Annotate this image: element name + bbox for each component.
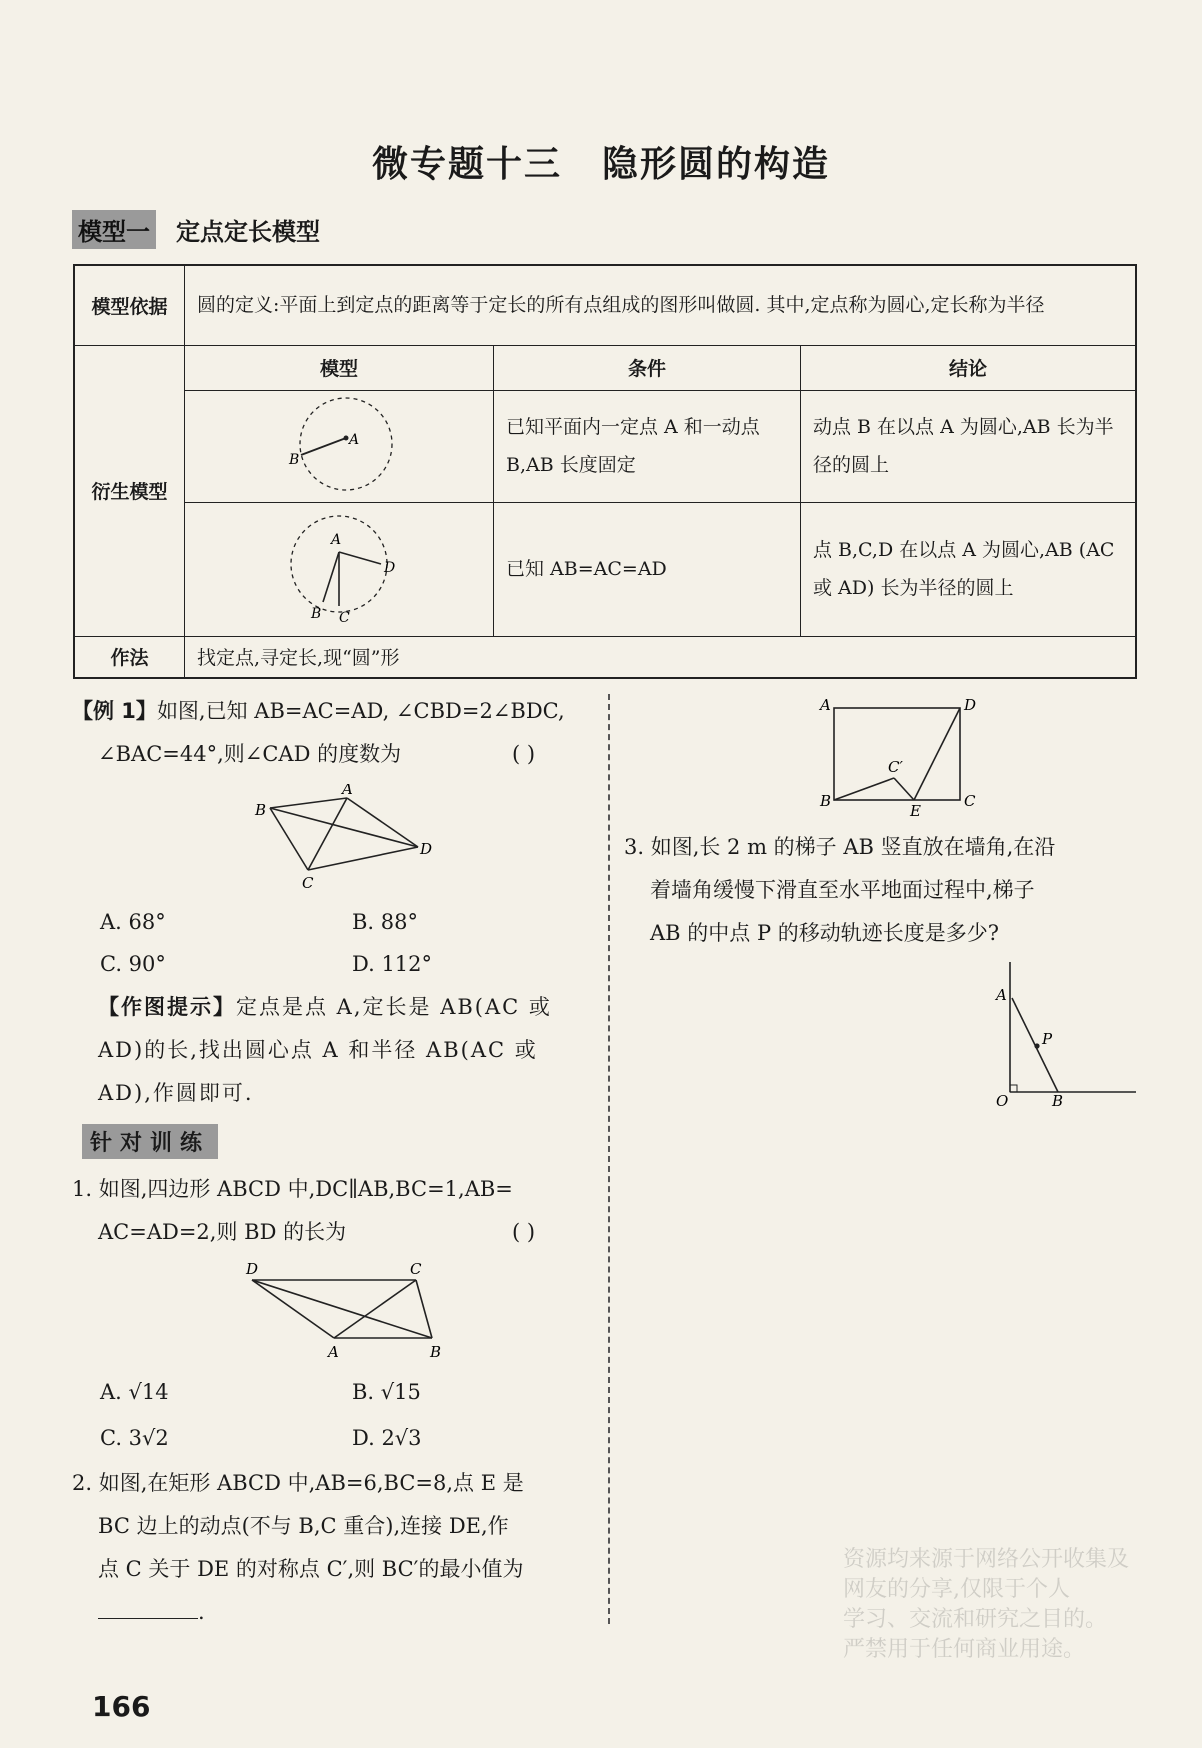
q3-figure [986,958,1146,1108]
hint-text-3: AD),作圆即可. [98,1081,254,1105]
title-part1: 微专题十三 [371,144,562,185]
q1-figure [238,1262,448,1362]
question-3 [624,826,1144,955]
q1-option-a[interactable]: A. √14 [100,1380,169,1404]
label-C: C [339,609,350,626]
example-1 [72,690,592,776]
q1-option-c[interactable]: C. 3√2 [100,1426,169,1450]
label-C: C [302,874,314,892]
col-conclusion-header: 结论 [801,345,1137,390]
watermark-line-2: 网友的分享,仅限于个人 [843,1577,1070,1602]
example1-figure [250,784,450,894]
watermark [843,1545,1202,1665]
example-line2: ∠BAC=44°,则∠CAD 的度数为 [98,742,402,766]
q2-line3: 点 C 关于 DE 的对称点 C′,则 BC′的最小值为 [98,1557,524,1581]
q2-end: . [198,1600,205,1624]
q2-figure [814,694,984,818]
method-text: 找定点,寻定长,现“圆”形 [185,636,1137,678]
q2-line2: BC 边上的动点(不与 B,C 重合),连接 DE,作 [98,1514,509,1538]
label-D: D [384,559,396,576]
label-B: B [820,792,832,810]
q1-line1: 1. 如图,四边形 ABCD 中,DC∥AB,BC=1,AB= [72,1177,513,1201]
circle-figure-1 [189,392,489,496]
label-A: A [328,1343,339,1361]
label-C: C [964,792,976,810]
q1-line2: AC=AD=2,则 BD 的长为 [98,1220,347,1244]
model-figure-2 [185,502,494,636]
q3-line2: 着墙角缓慢下滑直至水平地面过程中,梯子 [650,878,1035,902]
question-1 [72,1168,592,1254]
label-B: B [1052,1092,1064,1108]
example-option-c[interactable]: C. 90° [100,952,166,976]
col-model-header: 模型 [185,345,494,390]
label-D: D [246,1262,259,1278]
drawing-hint [98,986,598,1115]
q3-line1: 3. 如图,长 2 m 的梯子 AB 竖直放在墙角,在沿 [624,835,1056,859]
example-tag: 【例 1】 [72,699,157,723]
label-B: B [289,451,300,468]
label-c-prime: C′ [888,758,903,776]
watermark-line-4: 严禁用于任何商业用途。 [843,1637,1086,1662]
label-C: C [410,1262,422,1278]
circle-figure-2 [189,504,489,630]
q1-paren: ( ) [512,1220,536,1244]
watermark-line-3: 学习、交流和研究之目的。 [843,1607,1108,1632]
label-E: E [910,802,921,818]
model-figure-1 [185,390,494,502]
q1-option-b[interactable]: B. √15 [352,1380,421,1404]
row1-conclusion: 动点 B 在以点 A 为圆心,AB 长为半径的圆上 [801,390,1137,502]
col-condition-header: 条件 [494,345,801,390]
watermark-line-1: 资源均来源于网络公开收集及 [843,1547,1130,1572]
example-option-d[interactable]: D. 112° [352,952,433,976]
question-2 [72,1462,602,1634]
label-D: D [964,696,977,714]
label-A: A [996,986,1007,1004]
page-number: 166 [92,1690,151,1723]
section-tag: 模型一 [72,210,156,249]
section-name: 定点定长模型 [176,218,320,246]
label-B: B [311,605,322,622]
label-P: P [1042,1030,1053,1048]
label-A: A [349,431,360,448]
derived-label: 衍生模型 [74,345,185,636]
row2-condition: 已知 AB=AC=AD [494,502,801,636]
example-line1: 如图,已知 AB=AC=AD, ∠CBD=2∠BDC, [156,699,565,723]
hint-tag: 【作图提示】 [98,995,236,1019]
q2-answer-blank[interactable] [98,1618,198,1619]
label-A: A [820,696,831,714]
example-option-a[interactable]: A. 68° [100,910,166,934]
label-O: O [996,1092,1009,1108]
page-title [0,136,1202,187]
training-tag: 针对训练 [82,1124,218,1159]
model-table [73,264,1137,679]
hint-text-1: 定点是点 A,定长是 AB(AC 或 [236,995,552,1019]
example-option-b[interactable]: B. 88° [352,910,419,934]
q1-option-d[interactable]: D. 2√3 [352,1426,422,1450]
label-A: A [342,784,353,798]
row1-condition: 已知平面内一定点 A 和一动点 B,AB 长度固定 [494,390,801,502]
answer-paren: ( ) [512,742,536,766]
q2-line1: 2. 如图,在矩形 ABCD 中,AB=6,BC=8,点 E 是 [72,1471,524,1495]
label-A: A [331,531,342,548]
hint-text-2: AD)的长,找出圆心点 A 和半径 AB(AC 或 [98,1038,538,1062]
label-B: B [255,801,267,819]
row2-conclusion: 点 B,C,D 在以点 A 为圆心,AB (AC 或 AD) 长为半径的圆上 [801,502,1137,636]
method-label: 作法 [74,636,185,678]
basis-text: 圆的定义:平面上到定点的距离等于定长的所有点组成的图形叫做圆. 其中,定点称为圆心,定长称为半径 [185,265,1137,345]
basis-label: 模型依据 [74,265,185,345]
label-B: B [430,1343,442,1361]
label-D: D [420,840,433,858]
title-part2: 隐形圆的构造 [602,144,831,185]
column-divider [608,694,610,1624]
q3-line3: AB 的中点 P 的移动轨迹长度是多少? [650,921,1000,945]
